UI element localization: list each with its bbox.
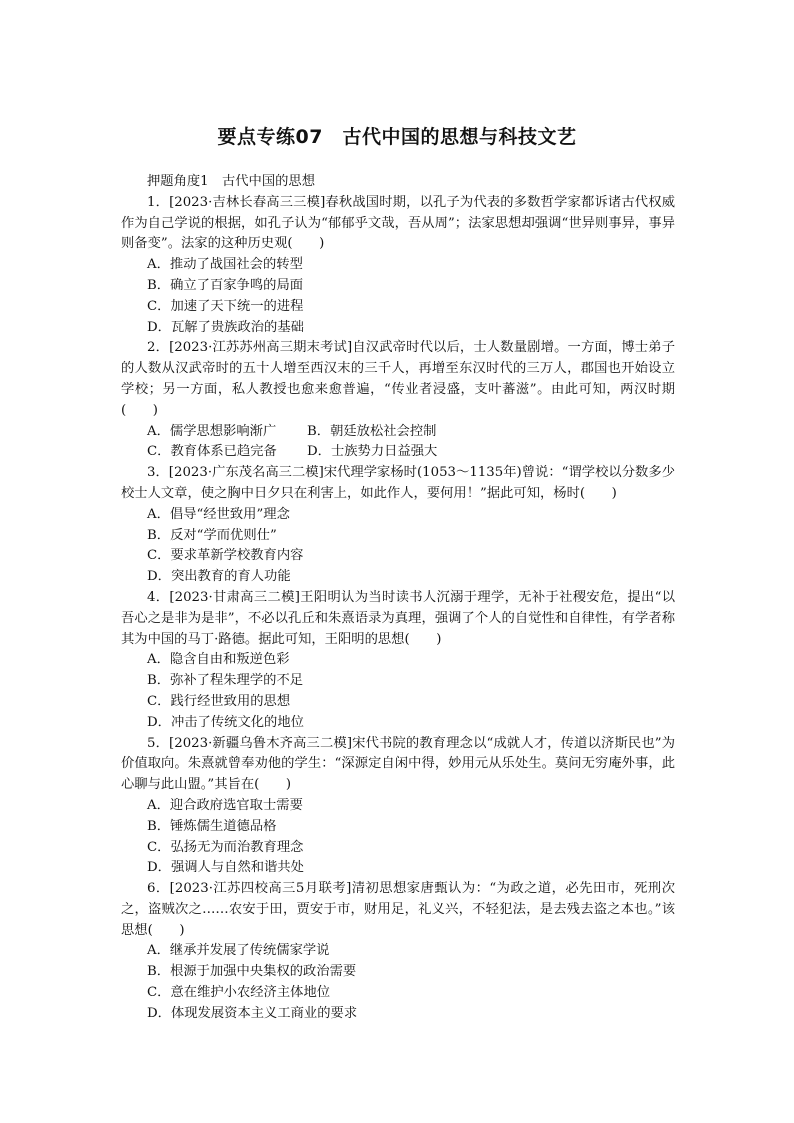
option-row — [121, 422, 675, 443]
page-title: 要点专练07 古代中国的思想与科技文艺 — [217, 126, 577, 148]
section-heading: 押题角度1 古代中国的思想 — [147, 174, 316, 189]
option-row — [121, 442, 675, 463]
question-list — [121, 172, 675, 1025]
option-b: B．反对“学而优则仕” — [147, 527, 277, 543]
question-stem: 3．[2023·广东茂名高三二模]宋代理学家杨时(1053～1135年)曾说：“谓学校以分数多少校士人文章，使之胸中日夕只在利害上，如此作人，要何用！”据此可知，杨时( ) — [121, 465, 675, 501]
option-b: B．朝廷放松社会控制 — [307, 423, 437, 439]
option-d: D．突出教育的育人功能 — [147, 569, 291, 585]
question-6 — [121, 879, 675, 1025]
option-c: C．要求革新学校教育内容 — [147, 548, 304, 564]
question-5 — [121, 734, 675, 880]
option-a: A．迎合政府选官取士需要 — [147, 797, 303, 813]
option-a: A．推动了战国社会的转型 — [147, 257, 303, 273]
option-d: D．体现发展资本主义工商业的要求 — [147, 1005, 358, 1021]
option-c: C．弘扬无为而治教育理念 — [147, 839, 304, 855]
question-stem: 2．[2023·江苏苏州高三期末考试]自汉武帝时代以后，士人数量剧增。一方面，博士弟子的人数从汉武帝时的五十人增至西汉末的三千人，再增至东汉时代的三万人，郡国也开始设立学校；另一方面，私人教授也愈来愈普遍，“传业者浸盛，支叶蕃滋”。由此可知，两汉时期( ) — [121, 340, 675, 418]
question-stem: 6．[2023·江苏四校高三5月联考]清初思想家唐甄认为：“为政之道，必先田市，死刑次之，盗贼次之……农安于田，贾安于市，财用足，礼义兴，不轻犯法，是去残去盗之本也。”该思想( ) — [121, 881, 675, 938]
question-2 — [121, 338, 675, 463]
option-a: A．继承并发展了传统儒家学说 — [147, 943, 330, 959]
question-stem: 1．[2023·吉林长春高三三模]春秋战国时期，以孔子为代表的多数哲学家都诉诸古代权威作为自己学说的根据，如孔子认为“郁郁乎文哉，吾从周”；法家思想却强调“世异则事异，事异则备变”。法家的这种历史观( ) — [121, 194, 675, 252]
option-a: A．儒学思想影响渐广 — [147, 423, 277, 439]
question-stem: 4．[2023·甘肃高三二模]王阳明认为当时读书人沉溺于理学，无补于社稷安危，提出“以吾心之是非为是非”，不必以孔丘和朱熹语录为真理，强调了个人的自觉性和自律性，有学者称其为中国的马丁·路德。据此可知，王阳明的思想( ) — [121, 589, 675, 647]
option-d: D．冲击了传统文化的地位 — [147, 714, 304, 730]
option-c: C．加速了天下统一的进程 — [147, 298, 304, 314]
option-b: B．确立了百家争鸣的局面 — [147, 277, 304, 293]
question-1 — [121, 193, 675, 339]
option-c: C．践行经世致用的思想 — [147, 693, 291, 709]
option-c: C．教育体系已趋完备 — [147, 444, 277, 460]
option-d: D．瓦解了贵族政治的基础 — [147, 319, 304, 335]
option-b: B．根源于加强中央集权的政治需要 — [147, 964, 357, 980]
option-d: D．士族势力日益强大 — [307, 444, 438, 460]
option-a: A．隐含自由和叛逆色彩 — [147, 652, 290, 668]
option-b: B．锤炼儒生道德品格 — [147, 818, 277, 834]
question-stem: 5．[2023·新疆乌鲁木齐高三二模]宋代书院的教育理念以“成就人才，传道以济斯民也”为价值取向。朱熹就曾奉劝他的学生：“深源定自闲中得，妙用元从乐处生。莫问无穷庵外事，此心聊与此山盟。”其旨在( ) — [121, 735, 675, 793]
option-b: B．弥补了程朱理学的不足 — [147, 673, 304, 689]
option-c: C．意在维护小农经济主体地位 — [147, 985, 331, 1001]
option-a: A．倡导“经世致用”理念 — [147, 506, 290, 522]
option-d: D．强调人与自然和谐共处 — [147, 860, 304, 876]
question-4 — [121, 588, 675, 734]
question-3 — [121, 463, 675, 588]
